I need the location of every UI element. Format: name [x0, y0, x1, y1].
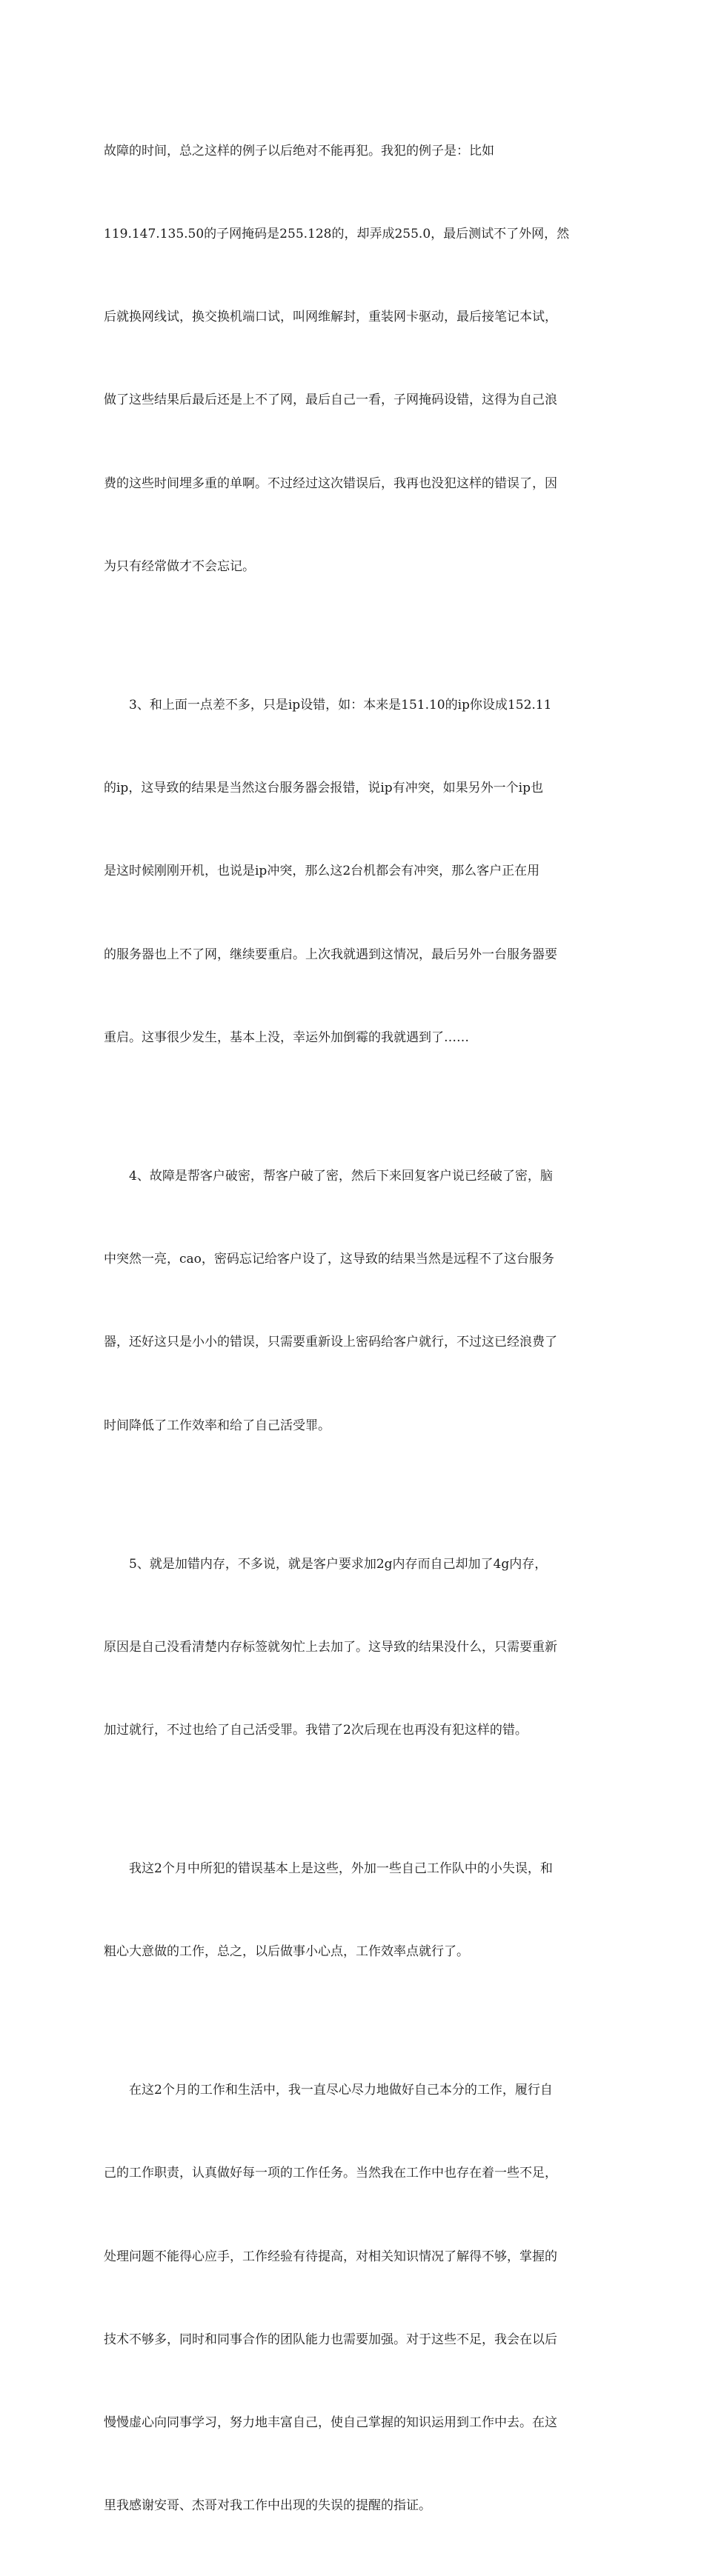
paragraph-6 [104, 2021, 600, 2575]
text-line: 做了这些结果后最后还是上不了网，最后自己一看，子网掩码设错，这得为自己浪 [104, 393, 557, 408]
text-line: 中突然一亮，cao，密码忘记给客户设了，这导致的结果当然是远程不了这台服务 [104, 1252, 554, 1267]
text-line: 时间降低了工作效率和给了自己活受罪。 [104, 1418, 331, 1433]
text-line: 我这2个月中所犯的错误基本上是这些，外加一些自己工作队中的小失误，和 [104, 1861, 553, 1876]
text-line: 在这2个月的工作和生活中，我一直尽心尽力地做好自己本分的工作，履行自 [104, 2083, 553, 2098]
paragraph-1 [104, 82, 600, 636]
text-line: 4、故障是帮客户破密，帮客户破了密，然后下来回复客户说已经破了密，脑 [104, 1168, 553, 1184]
text-line: 为只有经常做才不会忘记。 [104, 558, 255, 574]
text-line: 故障的时间，总之这样的例子以后绝对不能再犯。我犯的例子是：比如 [104, 143, 494, 159]
document-body [104, 82, 600, 2576]
text-line: 费的这些时间埋多重的单啊。不过经过这次错误后，我再也没犯这样的错误了，因 [104, 476, 557, 491]
text-line: 粗心大意做的工作，总之，以后做事小心点，工作效率点就行了。 [104, 1944, 469, 1960]
text-line: 的ip，这导致的结果是当然这台服务器会报错，说ip有冲突，如果另外一个ip也 [104, 781, 543, 796]
text-line: 119.147.135.50的子网掩码是255.128的，却弄成255.0，最后测试不了外网，然 [104, 227, 570, 242]
text-line: 3、和上面一点差不多，只是ip设错，如：本来是151.10的ip你设成152.11 [104, 697, 552, 713]
text-line: 处理问题不能得心应手，工作经验有待提高，对相关知识情况了解得不够，掌握的 [104, 2249, 557, 2264]
text-line: 器，还好这只是小小的错误，只需要重新设上密码给客户就行，不过这已经浪费了 [104, 1335, 557, 1350]
text-line: 己的工作职责，认真做好每一项的工作任务。当然我在工作中也存在着一些不足， [104, 2166, 557, 2181]
text-line: 加过就行，不过也给了自己活受罪。我错了2次后现在也再没有犯这样的错。 [104, 1722, 528, 1738]
text-line: 后就换网线试，换交换机端口试，叫网维解封，重装网卡驱动，最后接笔记本试， [104, 310, 557, 325]
text-line: 重启。这事很少发生，基本上没，幸运外加倒霉的我就遇到了…… [104, 1030, 469, 1045]
text-line: 5、就是加错内存，不多说，就是客户要求加2g内存而自己却加了4g内存， [104, 1556, 548, 1572]
paragraph-4 [104, 1495, 600, 1800]
text-line: 是这时候刚刚开机，也说是ip冲突，那么这2台机都会有冲突，那么客户正在用 [104, 864, 540, 879]
paragraph-5 [104, 1800, 600, 2021]
text-line: 的服务器也上不了网，继续要重启。上次我就遇到这情况，最后另外一台服务器要 [104, 947, 557, 962]
text-line: 技术不够多，同时和同事合作的团队能力也需要加强。对于这些不足，我会在以后 [104, 2332, 557, 2347]
text-line: 慢慢虚心向同事学习，努力地丰富自己，使自己掌握的知识运用到工作中去。在这 [104, 2415, 557, 2431]
text-line: 原因是自己没看清楚内存标签就匆忙上去加了。这导致的结果没什么，只需要重新 [104, 1639, 557, 1655]
text-line: 里我感谢安哥、杰哥对我工作中出现的失误的提醒的指证。 [104, 2498, 431, 2514]
paragraph-3 [104, 1107, 600, 1495]
paragraph-2 [104, 636, 600, 1107]
